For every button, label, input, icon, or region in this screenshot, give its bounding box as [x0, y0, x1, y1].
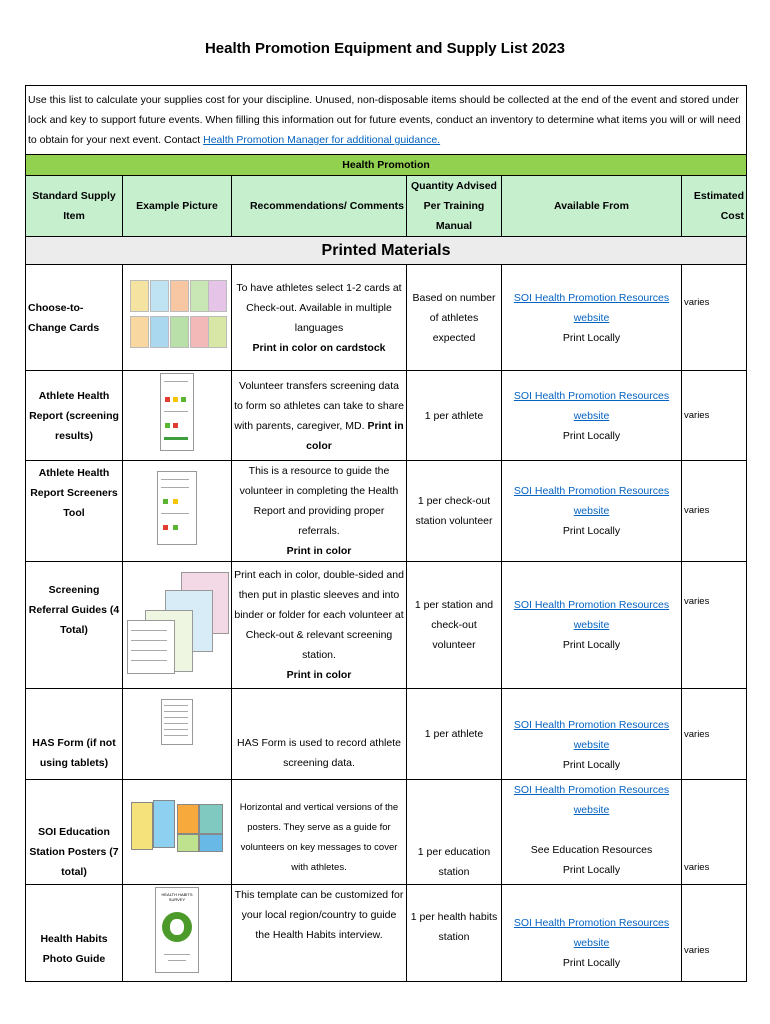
estimated-cost: varies	[682, 461, 747, 562]
resources-link[interactable]: SOI Health Promotion Resources website	[513, 599, 670, 631]
table-row	[26, 461, 747, 562]
estimated-cost: varies	[682, 562, 747, 689]
estimated-cost: varies	[682, 371, 747, 461]
apple-icon-center	[170, 919, 184, 935]
quantity: 1 per athlete	[407, 371, 502, 461]
quantity: 1 per check-out station volunteer	[407, 461, 502, 562]
recommendation	[232, 780, 407, 885]
example-picture	[123, 885, 232, 982]
cards-thumbnail	[128, 278, 226, 350]
estimated-cost: varies	[682, 265, 747, 371]
item-name: HAS Form (if not using tablets)	[26, 689, 123, 780]
header-picture: Example Picture	[123, 176, 232, 237]
resources-link[interactable]: SOI Health Promotion Resources website	[513, 485, 670, 517]
report-thumbnail	[160, 373, 194, 451]
posters-thumbnail	[131, 800, 223, 852]
available-from	[502, 780, 682, 885]
quantity: 1 per education station	[407, 780, 502, 885]
header-cost: Estimated Cost	[682, 176, 747, 237]
available-from	[502, 461, 682, 562]
table-row	[26, 689, 747, 780]
item-name: Screening Referral Guides (4 Total)	[26, 562, 123, 689]
item-name: Health Habits Photo Guide	[26, 885, 123, 982]
table-row	[26, 371, 747, 461]
recommendation	[232, 885, 407, 982]
supply-table	[25, 85, 747, 982]
header-available: Available From	[502, 176, 682, 237]
available-from	[502, 371, 682, 461]
recommendation-bold: Print in color on cardstock	[252, 341, 386, 354]
available-from	[502, 265, 682, 371]
recommendation	[232, 371, 407, 461]
item-name: Athlete Health Report (screening results)	[26, 371, 123, 461]
print-locally: Print Locally	[562, 429, 621, 442]
recommendation	[232, 689, 407, 780]
example-picture	[123, 780, 232, 885]
print-locally: Print Locally	[562, 331, 621, 344]
header-quantity: Quantity Advised Per Training Manual	[407, 176, 502, 237]
resources-link[interactable]: SOI Health Promotion Resources website	[513, 719, 670, 751]
recommendation-text: Volunteer transfers screening data to form so athletes can take to share with parents, caregiver, MD.	[234, 379, 404, 432]
recommendation-text: Horizontal and vertical versions of the posters. They serve as a guide for volunteers on key messages to cover with athletes.	[239, 802, 399, 873]
print-locally: Print Locally	[562, 864, 621, 876]
photo-guide-thumbnail	[155, 887, 199, 973]
item-name: Athlete Health Report Screeners Tool	[26, 461, 123, 562]
recommendation	[232, 461, 407, 562]
resources-link[interactable]: SOI Health Promotion Resources website	[513, 291, 670, 324]
recommendation-text: This template can be customized for your local region/country to guide the Health Habits interview.	[234, 889, 404, 941]
estimated-cost: varies	[682, 885, 747, 982]
resources-link[interactable]: SOI Health Promotion Resources website	[513, 917, 670, 949]
print-locally: Print Locally	[562, 957, 621, 969]
print-locally: Print Locally	[562, 759, 621, 771]
print-locally: Print Locally	[562, 525, 621, 537]
available-from	[502, 689, 682, 780]
table-row	[26, 265, 747, 371]
item-name: Choose-to- Change Cards	[26, 265, 123, 371]
recommendation-text: To have athletes select 1-2 cards at Check-out. Available in multiple languages	[236, 281, 402, 334]
item-name: SOI Education Station Posters (7 total)	[26, 780, 123, 885]
photo-guide-title: HEALTH HABITS SURVEY	[161, 891, 193, 902]
estimated-cost: varies	[682, 780, 747, 885]
example-picture	[123, 689, 232, 780]
recommendation-text: This is a resource to guide the volunteer in completing the Health Report and providing proper referrals.	[239, 465, 399, 537]
has-form-thumbnail	[161, 699, 193, 745]
header-item: Standard Supply Item	[26, 176, 123, 237]
discipline-band: Health Promotion	[26, 155, 747, 176]
available-from	[502, 885, 682, 982]
recommendation-text: Print each in color, double-sided and then put in plastic sleeves and into binder or folder for each volunteer at Check-out & relevant screening station.	[234, 569, 404, 661]
recommendation	[232, 265, 407, 371]
quantity: 1 per athlete	[407, 689, 502, 780]
print-locally: Print Locally	[562, 639, 621, 651]
example-picture	[123, 371, 232, 461]
header-row	[26, 176, 747, 237]
table-row	[26, 562, 747, 689]
estimated-cost: varies	[682, 689, 747, 780]
recommendation-bold: Print in color	[286, 669, 352, 681]
referral-guides-thumbnail	[125, 570, 229, 674]
quantity: 1 per station and check-out volunteer	[407, 562, 502, 689]
section-printed-materials: Printed Materials	[26, 237, 747, 265]
contact-link[interactable]: Health Promotion Manager for additional guidance.	[203, 134, 441, 146]
table-row	[26, 885, 747, 982]
page-title: Health Promotion Equipment and Supply List 2023	[204, 40, 566, 57]
table-row	[26, 780, 747, 885]
resources-link[interactable]: SOI Health Promotion Resources website	[513, 784, 670, 816]
see-education-resources: See Education Resources	[530, 844, 653, 856]
quantity: Based on number of athletes expected	[407, 265, 502, 371]
intro-body: Use this list to calculate your supplies cost for your discipline. Unused, non-disposable items should be collected at the end of the event and stored under lock and key to support future events. When filling this information out for future events, conduct an inventory to determine what items you will or will need to obtain for your next event. Contact	[28, 94, 741, 146]
recommendation-text: HAS Form is used to record athlete screening data.	[237, 737, 401, 769]
example-picture	[123, 562, 232, 689]
screeners-tool-thumbnail	[157, 471, 197, 545]
quantity: 1 per health habits station	[407, 885, 502, 982]
recommendation	[232, 562, 407, 689]
example-picture	[123, 461, 232, 562]
header-recommendations: Recommendations/ Comments	[232, 176, 407, 237]
resources-link[interactable]: SOI Health Promotion Resources website	[513, 389, 670, 422]
recommendation-bold: Print in color	[286, 545, 352, 557]
intro-text	[26, 86, 747, 155]
recommendation-bold: Print in color	[306, 419, 404, 452]
example-picture	[123, 265, 232, 371]
available-from	[502, 562, 682, 689]
